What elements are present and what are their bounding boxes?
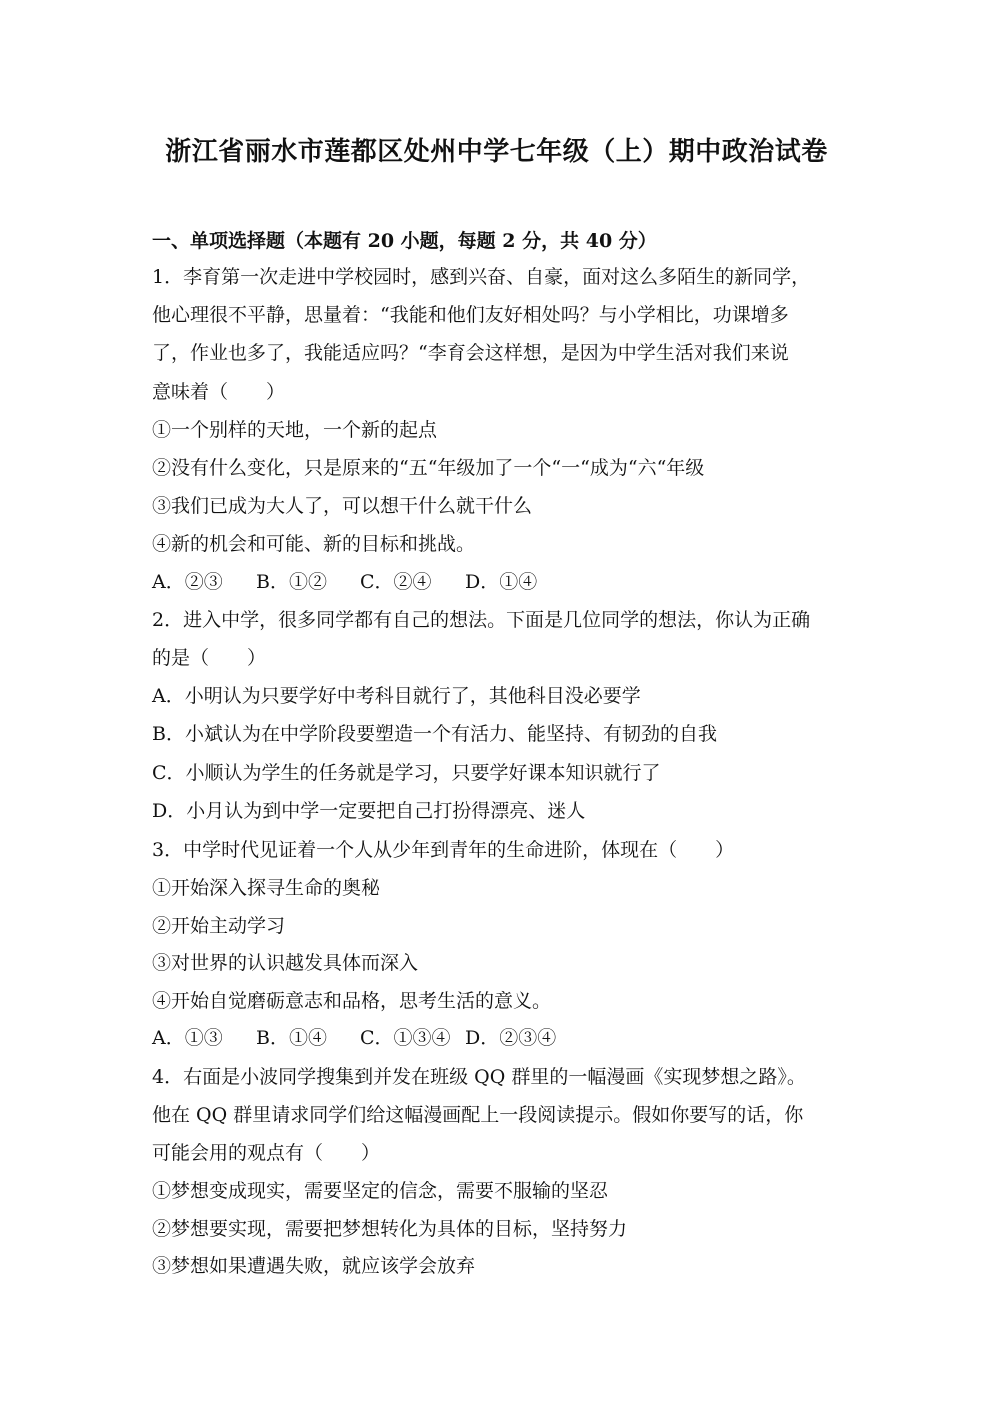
q1-option-d: D．①④ [465, 571, 538, 593]
section-heading: 一、单项选择题（本题有 20 小题，每题 2 分，共 40 分） [152, 230, 657, 252]
q3-item-2: ②开始主动学习 [152, 915, 286, 937]
q3-item-4: ④开始自觉磨砺意志和品格，思考生活的意义。 [152, 990, 552, 1012]
q4-item-2: ②梦想要实现，需要把梦想转化为具体的目标，坚持努力 [152, 1218, 628, 1240]
q1-stem-line-4: 意味着（ ） [152, 381, 286, 403]
q1-item-1: ①一个别样的天地，一个新的起点 [152, 419, 438, 441]
q3-option-a: A．①③ [152, 1027, 223, 1049]
q2-option-b: B．小斌认为在中学阶段要塑造一个有活力、能坚持、有韧劲的自我 [152, 723, 717, 745]
q4-item-1: ①梦想变成现实，需要坚定的信念，需要不服输的坚忍 [152, 1180, 609, 1202]
q3-item-1: ①开始深入探寻生命的奥秘 [152, 877, 381, 899]
q1-item-3: ③我们已成为大人了，可以想干什么就干什么 [152, 495, 533, 517]
q4-item-3: ③梦想如果遭遇失败，就应该学会放弃 [152, 1255, 476, 1277]
q1-options [152, 570, 537, 594]
q3-item-3: ③对世界的认识越发具体而深入 [152, 952, 419, 974]
q2-stem-line-1: 2．进入中学，很多同学都有自己的想法。下面是几位同学的想法，你认为正确 [152, 609, 811, 631]
q1-stem-line-1: 1．李育第一次走进中学校园时，感到兴奋、自豪，面对这么多陌生的新同学， [152, 266, 811, 288]
q1-option-a: A．②③ [152, 571, 223, 593]
q4-stem-line-3: 可能会用的观点有（ ） [152, 1142, 381, 1164]
q3-option-b: B．①④ [256, 1027, 327, 1049]
q1-option-c: C．②④ [360, 571, 432, 593]
q3-stem-line-1: 3．中学时代见证着一个人从少年到青年的生命进阶，体现在（ ） [152, 839, 735, 861]
q2-option-a: A．小明认为只要学好中考科目就行了，其他科目没必要学 [152, 685, 641, 707]
q1-item-4: ④新的机会和可能、新的目标和挑战。 [152, 533, 476, 555]
q2-option-c: C．小顺认为学生的任务就是学习，只要学好课本知识就行了 [152, 762, 661, 784]
q1-item-2: ②没有什么变化，只是原来的“五“年级加了一个“一“成为“六“年级 [152, 457, 705, 479]
q3-options [152, 1026, 556, 1050]
q4-stem-line-2: 他在 QQ 群里请求同学们给这幅漫画配上一段阅读提示。假如你要写的话，你 [152, 1104, 804, 1126]
q3-option-d: D．②③④ [465, 1027, 557, 1049]
q1-stem-line-3: 了，作业也多了，我能适应吗？“李育会这样想，是因为中学生活对我们来说 [152, 342, 789, 364]
page-title: 浙江省丽水市莲都区处州中学七年级（上）期中政治试卷 [165, 137, 828, 167]
q4-stem-line-1: 4．右面是小波同学搜集到并发在班级 QQ 群里的一幅漫画《实现梦想之路》。 [152, 1066, 806, 1088]
q2-option-d: D．小月认为到中学一定要把自己打扮得漂亮、迷人 [152, 800, 586, 822]
q1-stem-line-2: 他心理很不平静，思量着：“我能和他们友好相处吗？与小学相比，功课增多 [152, 304, 789, 326]
q2-stem-line-2: 的是（ ） [152, 647, 267, 669]
q3-option-c: C．①③④ [360, 1027, 451, 1049]
q1-option-b: B．①② [256, 571, 327, 593]
